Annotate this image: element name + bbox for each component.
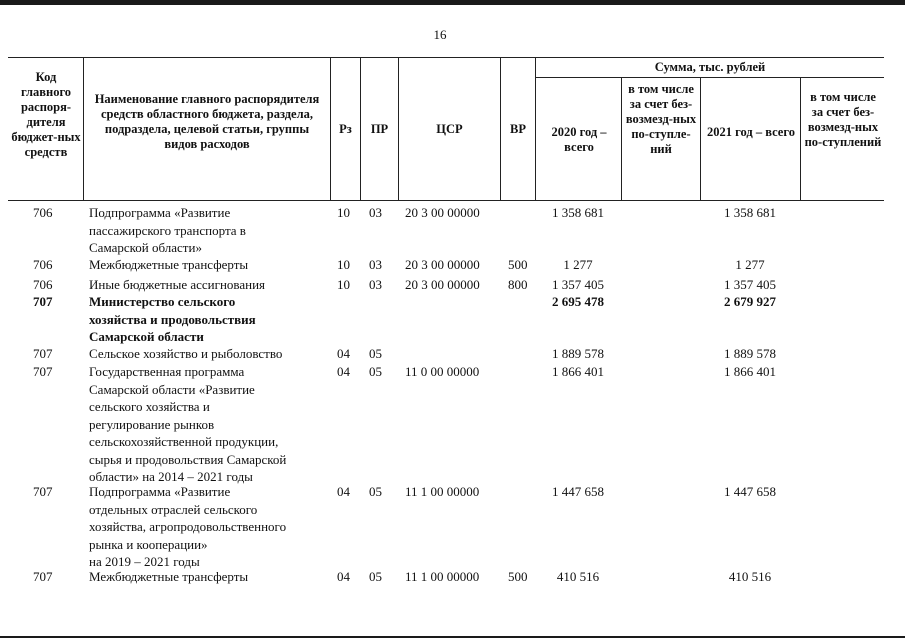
row-name-line: хозяйства, агропродовольственного <box>89 519 287 534</box>
row-code: 706 <box>33 205 53 220</box>
row-name-line: Государственная программа <box>89 364 245 379</box>
row-2020-total: 2 695 478 <box>552 294 604 309</box>
divider-2020-free <box>621 77 622 201</box>
header-2021-total: 2021 год – всего <box>707 125 795 139</box>
row-name-line: Самарской области <box>89 329 204 344</box>
header-2020-total: 2020 год – всего <box>551 125 607 154</box>
row-pr: 05 <box>369 364 382 379</box>
row-2020-total: 1 358 681 <box>552 205 604 220</box>
row-name-line: пассажирского транспорта в <box>89 222 246 238</box>
row-name-line: Подпрограмма «Развитие <box>89 484 231 499</box>
row-csr: 20 3 00 00000 <box>405 205 480 220</box>
row-name-line: Министерство сельского <box>89 294 236 309</box>
row-csr: 20 3 00 00000 <box>405 277 480 292</box>
header-csr: ЦСР <box>436 122 463 136</box>
row-csr: 11 1 00 00000 <box>405 569 480 584</box>
row-2020-total: 1 889 578 <box>552 346 604 361</box>
row-pr: 05 <box>369 569 382 584</box>
scan-bottom-edge <box>0 636 905 638</box>
divider-2021-free <box>800 77 801 201</box>
row-name-line: регулирование рынков <box>89 416 215 432</box>
row-name-line: Иные бюджетные ассигнования <box>89 277 266 292</box>
row-name-line: Самарской области «Развитие <box>89 381 255 397</box>
header-vr: ВР <box>510 122 526 136</box>
header-code: Код главного распоря-дителя бюджет-ных средств <box>11 70 81 159</box>
row-rz: 04 <box>337 346 350 361</box>
row-2021-total: 1 447 658 <box>724 484 776 499</box>
header-rz: Рз <box>339 122 352 136</box>
row-code: 706 <box>33 257 53 272</box>
row-name-line: Межбюджетные трансферты <box>89 257 249 272</box>
row-2020-total: 1 866 401 <box>552 364 604 379</box>
row-csr: 20 3 00 00000 <box>405 257 480 272</box>
divider-free-2021 <box>700 77 701 201</box>
row-2021-total: 1 866 401 <box>724 364 776 379</box>
scan-top-edge <box>0 0 905 5</box>
row-name-line: отдельных отраслей сельского <box>89 501 258 517</box>
row-2021-total: 2 679 927 <box>724 294 776 309</box>
row-name-line: сырья и продовольствия Самарской <box>89 451 287 467</box>
row-code: 707 <box>33 569 53 584</box>
row-2021-total: 1 889 578 <box>724 346 776 361</box>
row-name-line: рынка и кооперации» <box>89 536 208 552</box>
row-2020-total: 1 447 658 <box>552 484 604 499</box>
row-code: 707 <box>33 364 53 379</box>
row-name-line: Самарской области» <box>89 240 202 255</box>
row-vr: 500 <box>508 569 528 584</box>
row-code: 706 <box>33 277 53 292</box>
page-number: 16 <box>433 27 447 42</box>
row-code: 707 <box>33 484 53 499</box>
divider-code-name <box>83 57 84 201</box>
row-rz: 04 <box>337 364 350 379</box>
row-vr: 500 <box>508 257 528 272</box>
header-2020-free: в том числе за счет без-возмезд-ных по-ступле-ний <box>625 82 697 156</box>
row-csr: 11 0 00 00000 <box>405 364 480 379</box>
header-name: Наименование главного распорядителя средств областного бюджета, раздела, подраздела, целевой статьи, группы видов расходов <box>94 92 320 151</box>
header-bottom-border <box>8 200 884 201</box>
row-2021-total: 1 357 405 <box>724 277 776 292</box>
row-2021-total: 1 277 <box>735 257 765 272</box>
row-rz: 10 <box>337 277 350 292</box>
header-pr: ПР <box>370 122 389 136</box>
row-rz: 04 <box>337 569 350 584</box>
row-code: 707 <box>33 294 53 309</box>
row-pr: 05 <box>369 346 382 361</box>
row-2021-total: 1 358 681 <box>724 205 776 220</box>
row-2020-total: 410 516 <box>556 569 600 584</box>
header-top-border <box>8 57 884 58</box>
row-name-line: Подпрограмма «Развитие <box>89 205 231 220</box>
row-pr: 03 <box>369 277 382 292</box>
row-pr: 03 <box>369 257 382 272</box>
row-name-line: сельского хозяйства и <box>89 399 210 414</box>
sum-subheader-border <box>535 77 884 78</box>
row-name-line: области» на 2014 – 2021 годы <box>89 469 253 484</box>
row-name-line: Сельское хозяйство и рыболовство <box>89 346 283 361</box>
header-sum-group: Сумма, тыс. рублей <box>654 60 766 74</box>
row-2020-total: 1 357 405 <box>552 277 604 292</box>
row-rz: 10 <box>337 205 350 220</box>
row-pr: 05 <box>369 484 382 499</box>
row-name-line: хозяйства и продовольствия <box>89 311 256 327</box>
row-pr: 03 <box>369 205 382 220</box>
row-csr: 11 1 00 00000 <box>405 484 480 499</box>
row-2020-total: 1 277 <box>563 257 593 272</box>
row-rz: 10 <box>337 257 350 272</box>
row-name-line: сельскохозяйственной продукции, <box>89 434 279 449</box>
header-2021-free: в том числе за счет без-возмезд-ных по-ступлений <box>804 90 882 149</box>
row-rz: 04 <box>337 484 350 499</box>
row-vr: 800 <box>508 277 528 292</box>
row-name-line: Межбюджетные трансферты <box>89 569 249 584</box>
row-name-line: на 2019 – 2021 годы <box>89 554 200 569</box>
row-code: 707 <box>33 346 53 361</box>
row-2021-total: 410 516 <box>728 569 772 584</box>
divider-vr-sum <box>535 57 536 201</box>
